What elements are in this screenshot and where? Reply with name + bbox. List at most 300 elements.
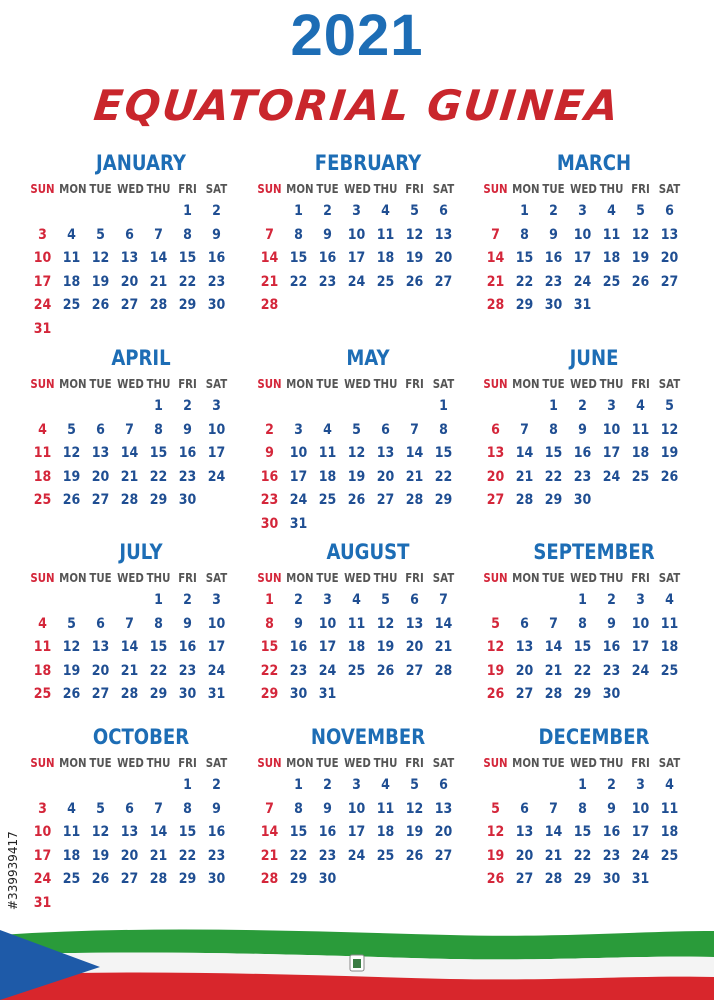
day-cell: 25 bbox=[33, 686, 52, 702]
day-cell: 17 bbox=[33, 273, 52, 290]
day-cell: 30 bbox=[207, 871, 226, 887]
day-cell: 5 bbox=[381, 592, 390, 608]
day-cell: 5 bbox=[410, 203, 419, 219]
day-cell: 28 bbox=[544, 871, 563, 887]
day-cell: 29 bbox=[149, 686, 168, 702]
month-name: APRIL bbox=[111, 346, 171, 370]
day-cell: 11 bbox=[318, 445, 337, 461]
day-cell: 3 bbox=[607, 398, 616, 414]
weekday-header: MON bbox=[512, 377, 540, 391]
weekday-header: THU bbox=[146, 571, 171, 585]
day-cell: 19 bbox=[486, 847, 505, 864]
month-name: OCTOBER bbox=[92, 725, 190, 749]
weekday-header: SAT bbox=[432, 377, 455, 391]
day-cell: 27 bbox=[434, 847, 453, 864]
day-cell: 5 bbox=[352, 421, 361, 438]
day-grid bbox=[481, 373, 707, 513]
weekday-header: TUE bbox=[542, 182, 565, 196]
day-cell: 13 bbox=[660, 226, 679, 243]
day-cell: 8 bbox=[549, 421, 558, 438]
day-cell: 16 bbox=[207, 250, 226, 266]
day-cell: 17 bbox=[347, 250, 366, 266]
weekday-header: FRI bbox=[631, 377, 650, 391]
weekday-header: SUN bbox=[483, 182, 508, 196]
day-cell: 12 bbox=[631, 226, 650, 243]
day-cell: 22 bbox=[289, 273, 308, 290]
weekday-header: MON bbox=[286, 182, 314, 196]
day-cell: 18 bbox=[631, 445, 650, 461]
day-cell: 14 bbox=[120, 639, 139, 655]
weekday-header: WED bbox=[570, 182, 597, 196]
weekday-header: TUE bbox=[316, 571, 339, 585]
day-cell: 20 bbox=[515, 662, 534, 679]
empty-cell bbox=[482, 589, 508, 613]
day-cell: 17 bbox=[207, 639, 226, 655]
day-cell: 26 bbox=[486, 686, 505, 702]
day-cell: 21 bbox=[486, 273, 505, 290]
weekday-header: MON bbox=[512, 571, 540, 585]
day-cell: 20 bbox=[660, 250, 679, 266]
day-cell: 27 bbox=[434, 273, 453, 290]
day-cell: 8 bbox=[439, 421, 448, 438]
day-grid bbox=[481, 178, 707, 318]
weekday-header: TUE bbox=[542, 756, 565, 770]
day-cell: 2 bbox=[578, 398, 587, 414]
day-cell: 12 bbox=[486, 824, 505, 840]
day-cell: 8 bbox=[520, 226, 529, 243]
weekday-header: WED bbox=[344, 571, 371, 585]
day-cell: 2 bbox=[183, 398, 192, 414]
day-cell: 17 bbox=[318, 639, 337, 655]
empty-cell bbox=[540, 589, 566, 613]
weekday-header: SUN bbox=[257, 182, 282, 196]
day-cell: 4 bbox=[665, 592, 674, 608]
day-cell: 8 bbox=[154, 421, 163, 438]
empty-cell bbox=[482, 200, 508, 224]
day-cell: 1 bbox=[578, 592, 587, 608]
empty-cell bbox=[87, 395, 113, 419]
empty-cell bbox=[314, 395, 340, 419]
day-cell: 30 bbox=[602, 686, 621, 702]
day-cell: 25 bbox=[62, 297, 81, 313]
day-cell: 6 bbox=[665, 203, 674, 219]
day-cell: 16 bbox=[260, 468, 279, 485]
empty-cell bbox=[58, 200, 84, 224]
day-cell: 15 bbox=[515, 250, 534, 266]
day-cell: 17 bbox=[207, 445, 226, 461]
day-cell: 5 bbox=[636, 203, 645, 219]
day-cell: 26 bbox=[347, 492, 366, 508]
day-cell: 15 bbox=[178, 824, 197, 840]
day-cell: 7 bbox=[549, 800, 558, 817]
day-grid bbox=[255, 373, 481, 536]
day-cell: 27 bbox=[120, 297, 139, 313]
month-name: JUNE bbox=[569, 346, 619, 370]
day-cell: 24 bbox=[207, 662, 226, 679]
day-cell: 14 bbox=[544, 824, 563, 840]
empty-cell bbox=[482, 774, 508, 798]
empty-cell bbox=[58, 774, 84, 798]
day-cell: 7 bbox=[154, 800, 163, 817]
day-cell: 27 bbox=[515, 871, 534, 887]
empty-cell bbox=[116, 200, 142, 224]
day-cell: 28 bbox=[149, 297, 168, 313]
day-cell: 27 bbox=[660, 273, 679, 290]
day-cell: 14 bbox=[544, 639, 563, 655]
day-cell: 30 bbox=[260, 515, 279, 532]
day-cell: 9 bbox=[323, 800, 332, 817]
day-cell: 5 bbox=[67, 421, 76, 438]
day-cell: 20 bbox=[91, 662, 110, 679]
day-cell: 31 bbox=[33, 894, 52, 911]
day-cell: 29 bbox=[178, 871, 197, 887]
day-cell: 26 bbox=[62, 686, 81, 702]
day-cell: 11 bbox=[62, 824, 81, 840]
day-cell: 19 bbox=[91, 847, 110, 864]
empty-cell bbox=[256, 774, 282, 798]
day-cell: 18 bbox=[660, 639, 679, 655]
empty-cell bbox=[87, 774, 113, 798]
day-cell: 22 bbox=[515, 273, 534, 290]
weekday-header: SAT bbox=[205, 756, 228, 770]
weekday-header: WED bbox=[117, 571, 144, 585]
day-cell: 8 bbox=[183, 226, 192, 243]
day-cell: 21 bbox=[260, 847, 279, 864]
weekday-header: WED bbox=[344, 756, 371, 770]
day-cell: 16 bbox=[573, 445, 592, 461]
day-cell: 24 bbox=[602, 468, 621, 485]
day-cell: 6 bbox=[439, 777, 448, 793]
weekday-header: SUN bbox=[257, 756, 282, 770]
day-cell: 13 bbox=[120, 250, 139, 266]
day-cell: 4 bbox=[636, 398, 645, 414]
empty-cell bbox=[511, 395, 537, 419]
day-cell: 19 bbox=[660, 445, 679, 461]
month-name: DECEMBER bbox=[538, 725, 650, 749]
day-cell: 6 bbox=[410, 592, 419, 608]
day-cell: 31 bbox=[33, 320, 52, 337]
weekday-header: TUE bbox=[89, 377, 112, 391]
weekday-header: FRI bbox=[178, 182, 197, 196]
day-cell: 11 bbox=[62, 250, 81, 266]
day-cell: 2 bbox=[183, 592, 192, 608]
weekday-header: THU bbox=[599, 377, 624, 391]
day-cell: 5 bbox=[96, 226, 105, 243]
day-cell: 21 bbox=[544, 847, 563, 864]
day-cell: 27 bbox=[515, 686, 534, 702]
day-cell: 30 bbox=[602, 871, 621, 887]
day-cell: 15 bbox=[149, 445, 168, 461]
weekday-header: FRI bbox=[405, 377, 424, 391]
weekday-header: SUN bbox=[30, 756, 55, 770]
day-cell: 11 bbox=[33, 445, 52, 461]
day-cell: 22 bbox=[544, 468, 563, 485]
weekday-header: FRI bbox=[178, 571, 197, 585]
day-cell: 4 bbox=[381, 203, 390, 219]
weekday-header: WED bbox=[570, 377, 597, 391]
day-cell: 20 bbox=[376, 468, 395, 485]
weekday-header: SUN bbox=[30, 182, 55, 196]
day-cell: 5 bbox=[96, 800, 105, 817]
weekday-header: SUN bbox=[257, 571, 282, 585]
day-cell: 2 bbox=[212, 203, 221, 219]
day-cell: 16 bbox=[544, 250, 563, 266]
day-cell: 2 bbox=[212, 777, 221, 793]
month-name: MAY bbox=[346, 346, 390, 370]
day-cell: 8 bbox=[578, 615, 587, 632]
day-cell: 3 bbox=[294, 421, 303, 438]
day-cell: 13 bbox=[91, 445, 110, 461]
day-cell: 18 bbox=[376, 824, 395, 840]
month-february bbox=[255, 148, 481, 318]
weekday-header: MON bbox=[512, 182, 540, 196]
country-heading: EQUATORIAL GUINEA bbox=[91, 81, 623, 130]
day-cell: 13 bbox=[120, 824, 139, 840]
day-cell: 9 bbox=[578, 421, 587, 438]
day-cell: 5 bbox=[491, 800, 500, 817]
day-cell: 25 bbox=[631, 468, 650, 485]
day-cell: 13 bbox=[486, 445, 505, 461]
day-cell: 15 bbox=[573, 824, 592, 840]
day-cell: 9 bbox=[183, 421, 192, 438]
day-cell: 10 bbox=[631, 800, 650, 817]
day-cell: 10 bbox=[33, 824, 52, 840]
day-cell: 3 bbox=[352, 203, 361, 219]
day-cell: 16 bbox=[602, 639, 621, 655]
day-cell: 29 bbox=[289, 871, 308, 887]
empty-cell bbox=[116, 395, 142, 419]
day-cell: 14 bbox=[515, 445, 534, 461]
day-cell: 12 bbox=[91, 250, 110, 266]
day-cell: 20 bbox=[91, 468, 110, 485]
day-cell: 23 bbox=[573, 468, 592, 485]
weekday-header: MON bbox=[286, 377, 314, 391]
day-cell: 23 bbox=[318, 847, 337, 864]
day-cell: 17 bbox=[631, 824, 650, 840]
day-cell: 20 bbox=[120, 273, 139, 290]
day-cell: 16 bbox=[178, 639, 197, 655]
month-name: NOVEMBER bbox=[310, 725, 426, 749]
weekday-header: SAT bbox=[205, 182, 228, 196]
weekday-header: TUE bbox=[542, 571, 565, 585]
day-cell: 10 bbox=[33, 250, 52, 266]
day-cell: 12 bbox=[62, 639, 81, 655]
weekday-header: SUN bbox=[30, 377, 55, 391]
day-cell: 13 bbox=[515, 639, 534, 655]
empty-cell bbox=[58, 589, 84, 613]
day-cell: 28 bbox=[120, 686, 139, 702]
day-cell: 2 bbox=[323, 777, 332, 793]
day-cell: 26 bbox=[660, 468, 679, 485]
weekday-header: TUE bbox=[316, 377, 339, 391]
month-september bbox=[481, 537, 707, 707]
day-cell: 19 bbox=[631, 250, 650, 266]
day-cell: 23 bbox=[289, 662, 308, 679]
day-cell: 12 bbox=[347, 445, 366, 461]
day-cell: 26 bbox=[631, 273, 650, 290]
day-cell: 21 bbox=[515, 468, 534, 485]
day-cell: 19 bbox=[62, 662, 81, 679]
day-cell: 28 bbox=[544, 686, 563, 702]
weekday-header: THU bbox=[373, 756, 398, 770]
weekday-header: THU bbox=[599, 182, 624, 196]
day-cell: 4 bbox=[38, 421, 47, 438]
day-cell: 12 bbox=[91, 824, 110, 840]
day-cell: 31 bbox=[573, 297, 592, 313]
day-cell: 24 bbox=[631, 847, 650, 864]
day-cell: 24 bbox=[573, 273, 592, 290]
month-name: SEPTEMBER bbox=[533, 540, 655, 564]
day-cell: 15 bbox=[289, 824, 308, 840]
day-cell: 21 bbox=[260, 273, 279, 290]
day-cell: 6 bbox=[520, 615, 529, 632]
day-cell: 9 bbox=[323, 226, 332, 243]
day-cell: 29 bbox=[573, 686, 592, 702]
day-cell: 11 bbox=[347, 615, 366, 632]
day-cell: 26 bbox=[91, 871, 110, 887]
day-cell: 28 bbox=[120, 492, 139, 508]
weekday-header: MON bbox=[286, 571, 314, 585]
weekday-header: FRI bbox=[405, 571, 424, 585]
day-cell: 21 bbox=[434, 639, 453, 655]
day-cell: 9 bbox=[212, 800, 221, 817]
day-cell: 7 bbox=[439, 592, 448, 608]
day-cell: 16 bbox=[318, 824, 337, 840]
day-cell: 9 bbox=[265, 445, 274, 461]
day-cell: 6 bbox=[381, 421, 390, 438]
day-cell: 20 bbox=[486, 468, 505, 485]
month-name: JANUARY bbox=[96, 151, 186, 175]
day-cell: 27 bbox=[376, 492, 395, 508]
weekday-header: MON bbox=[59, 182, 87, 196]
weekday-header: TUE bbox=[89, 182, 112, 196]
day-cell: 7 bbox=[491, 226, 500, 243]
day-grid bbox=[28, 752, 254, 915]
day-cell: 6 bbox=[439, 203, 448, 219]
day-cell: 10 bbox=[347, 226, 366, 243]
day-cell: 24 bbox=[347, 273, 366, 290]
weekday-header: SAT bbox=[432, 571, 455, 585]
day-cell: 12 bbox=[376, 615, 395, 632]
day-cell: 23 bbox=[207, 847, 226, 864]
day-cell: 24 bbox=[207, 468, 226, 485]
day-cell: 24 bbox=[33, 871, 52, 887]
weekday-header: WED bbox=[117, 182, 144, 196]
empty-cell bbox=[29, 395, 55, 419]
day-cell: 15 bbox=[178, 250, 197, 266]
day-cell: 28 bbox=[434, 662, 453, 679]
day-cell: 24 bbox=[631, 662, 650, 679]
day-cell: 8 bbox=[294, 800, 303, 817]
weekday-header: SUN bbox=[257, 377, 282, 391]
day-cell: 19 bbox=[376, 639, 395, 655]
day-cell: 5 bbox=[665, 398, 674, 414]
day-cell: 24 bbox=[318, 662, 337, 679]
day-cell: 22 bbox=[178, 847, 197, 864]
weekday-header: WED bbox=[570, 571, 597, 585]
weekday-header: SAT bbox=[658, 756, 681, 770]
day-cell: 4 bbox=[665, 777, 674, 793]
month-name: FEBRUARY bbox=[314, 151, 422, 175]
empty-cell bbox=[343, 395, 369, 419]
day-cell: 14 bbox=[149, 250, 168, 266]
weekday-header: MON bbox=[512, 756, 540, 770]
day-cell: 20 bbox=[434, 824, 453, 840]
day-cell: 23 bbox=[178, 662, 197, 679]
day-cell: 1 bbox=[578, 777, 587, 793]
equatorial-guinea-flag-banner bbox=[0, 925, 714, 1000]
day-cell: 10 bbox=[602, 421, 621, 438]
day-cell: 20 bbox=[405, 639, 424, 655]
weekday-header: SAT bbox=[432, 756, 455, 770]
day-cell: 11 bbox=[376, 800, 395, 817]
day-cell: 12 bbox=[62, 445, 81, 461]
day-cell: 3 bbox=[578, 203, 587, 219]
weekday-header: THU bbox=[373, 182, 398, 196]
day-cell: 23 bbox=[260, 492, 279, 508]
day-cell: 10 bbox=[289, 445, 308, 461]
day-cell: 4 bbox=[607, 203, 616, 219]
day-cell: 26 bbox=[405, 847, 424, 864]
weekday-header: THU bbox=[146, 756, 171, 770]
month-june bbox=[481, 343, 707, 513]
day-cell: 7 bbox=[125, 421, 134, 438]
day-cell: 19 bbox=[91, 273, 110, 290]
day-cell: 14 bbox=[120, 445, 139, 461]
day-cell: 7 bbox=[410, 421, 419, 438]
day-cell: 8 bbox=[154, 615, 163, 632]
day-cell: 3 bbox=[352, 777, 361, 793]
day-cell: 7 bbox=[125, 615, 134, 632]
day-cell: 23 bbox=[318, 273, 337, 290]
day-cell: 13 bbox=[405, 615, 424, 632]
day-cell: 22 bbox=[573, 662, 592, 679]
day-cell: 27 bbox=[91, 686, 110, 702]
empty-cell bbox=[87, 589, 113, 613]
day-cell: 14 bbox=[260, 824, 279, 840]
empty-cell bbox=[29, 774, 55, 798]
weekday-header: WED bbox=[117, 756, 144, 770]
weekday-header: SUN bbox=[483, 377, 508, 391]
month-april bbox=[28, 343, 254, 513]
day-cell: 1 bbox=[439, 398, 448, 414]
day-cell: 13 bbox=[376, 445, 395, 461]
day-cell: 22 bbox=[289, 847, 308, 864]
day-cell: 17 bbox=[33, 847, 52, 864]
day-cell: 14 bbox=[486, 250, 505, 266]
day-cell: 28 bbox=[486, 297, 505, 313]
day-cell: 8 bbox=[294, 226, 303, 243]
day-cell: 9 bbox=[549, 226, 558, 243]
day-cell: 30 bbox=[544, 297, 563, 313]
day-cell: 17 bbox=[631, 639, 650, 655]
empty-cell bbox=[145, 774, 171, 798]
day-cell: 13 bbox=[515, 824, 534, 840]
day-grid bbox=[255, 752, 481, 892]
day-cell: 2 bbox=[607, 592, 616, 608]
day-grid bbox=[255, 567, 481, 707]
day-cell: 4 bbox=[67, 800, 76, 817]
day-cell: 21 bbox=[544, 662, 563, 679]
month-november bbox=[255, 722, 481, 892]
weekday-header: MON bbox=[59, 377, 87, 391]
day-cell: 30 bbox=[178, 492, 197, 508]
month-december bbox=[481, 722, 707, 892]
day-cell: 17 bbox=[289, 468, 308, 485]
weekday-header: MON bbox=[59, 756, 87, 770]
day-cell: 3 bbox=[636, 777, 645, 793]
weekday-header: FRI bbox=[631, 756, 650, 770]
